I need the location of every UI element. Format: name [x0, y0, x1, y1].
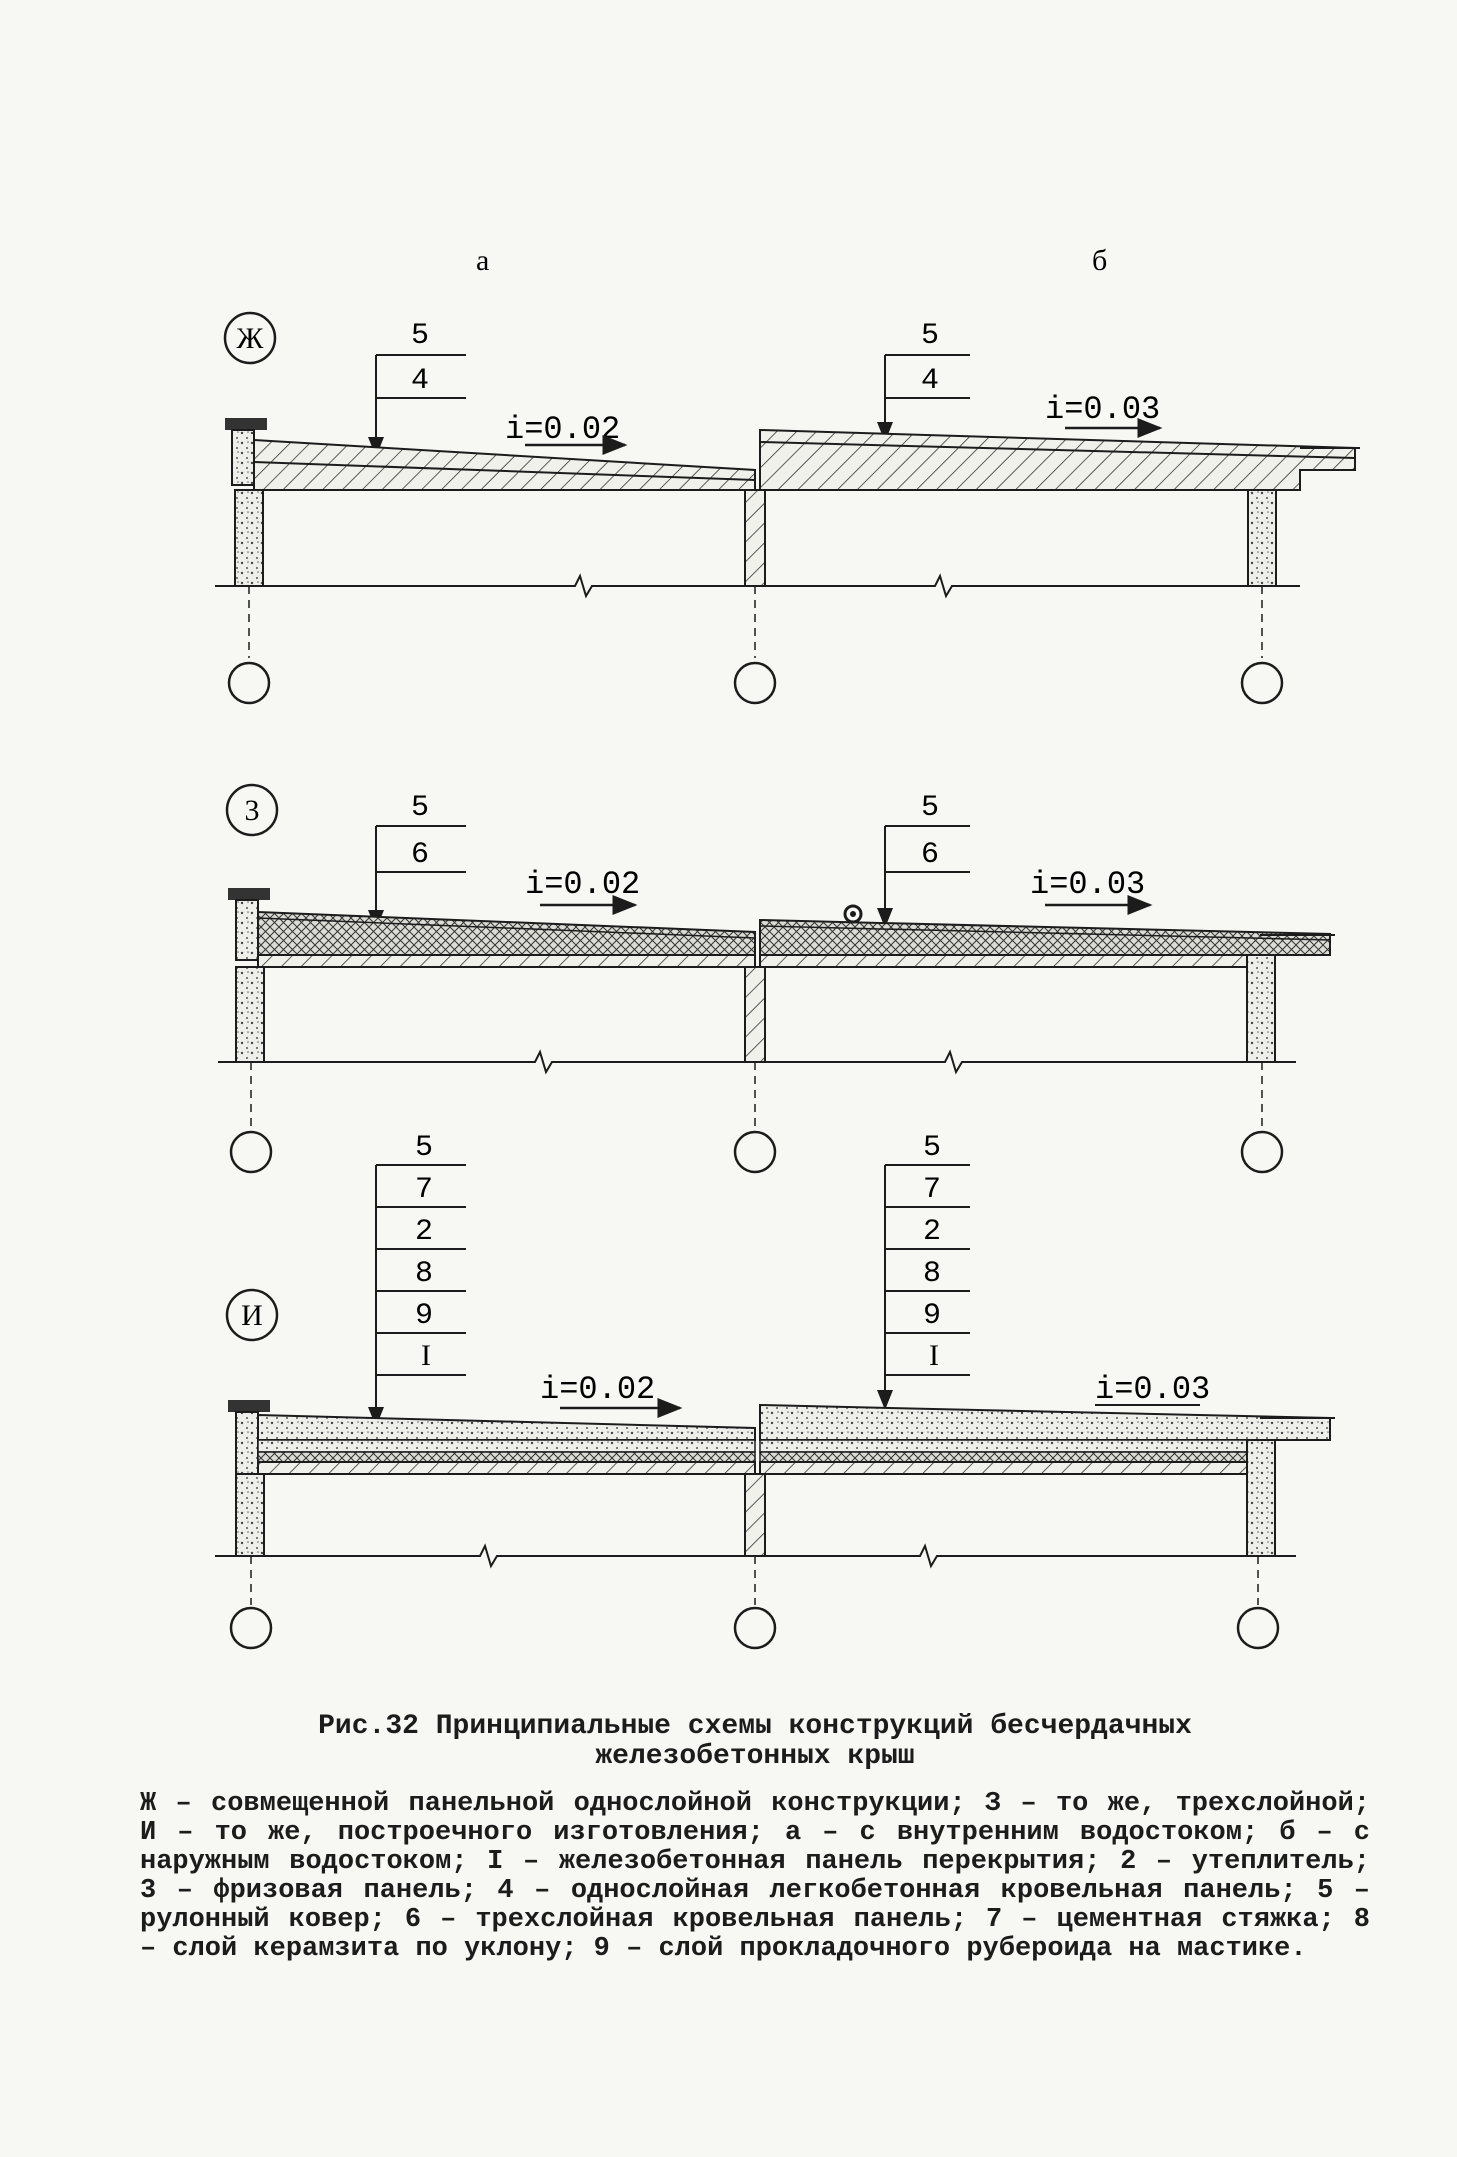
- diagram-label: 3: [244, 794, 260, 827]
- layer-callout: 4: [920, 364, 940, 398]
- layer-callout: I: [421, 1339, 431, 1372]
- diagram-label: Ж: [236, 322, 264, 355]
- caption-legend: Ж – совмещенной панельной однослойной конструкции; З – то же, трехслойной; И – то же, построечного изготовления; а – с внутренним водостоком; б – с наружным водостоком; I – железобетонная панель перекрытия; 2 – утеплитель; 3 – фризовая панель; 4 – однослойная легкобетонная кровельная панель; 5 – рулонный ковер; 6 – трехслойная кровельная панель; 7 – цементная стяжка; 8 – слой керамзита по уклону; 9 – слой прокладочного рубероида на мастике.: [140, 1789, 1370, 1964]
- layer-callout: 8: [922, 1257, 942, 1291]
- figure-caption: [140, 1712, 1370, 1964]
- layer-callout: 7: [414, 1173, 434, 1207]
- diagram-zh: [215, 313, 1360, 703]
- layer-callout: I: [929, 1339, 939, 1372]
- axis-marker: [231, 1608, 271, 1648]
- layer-callout: 8: [414, 1257, 434, 1291]
- slope-label: i=0.02: [525, 866, 641, 903]
- layer-callout: 9: [922, 1299, 942, 1333]
- layer-callout: 6: [410, 838, 430, 872]
- caption-title: [140, 1712, 1370, 1772]
- diagram-z: [218, 785, 1335, 1172]
- column-label-a: а: [476, 244, 490, 277]
- layer-callout: 5: [414, 1131, 434, 1165]
- layer-callout: 5: [922, 1131, 942, 1165]
- slope-label: i=0.03: [1095, 1371, 1211, 1408]
- slope-label: i=0.02: [505, 411, 621, 448]
- layer-callout: 9: [414, 1299, 434, 1333]
- layer-callout: 6: [920, 838, 940, 872]
- axis-marker: [1242, 663, 1282, 703]
- layer-callout: 5: [920, 791, 940, 825]
- axis-marker: [1238, 1608, 1278, 1648]
- axis-marker: [1242, 1132, 1282, 1172]
- diagram-i: [215, 1131, 1335, 1648]
- diagram-label: И: [241, 1299, 263, 1332]
- layer-callout: 2: [922, 1215, 942, 1249]
- axis-marker: [229, 663, 269, 703]
- layer-callout: 4: [410, 364, 430, 398]
- layer-callout: 5: [920, 319, 940, 353]
- slope-label: i=0.03: [1030, 866, 1146, 903]
- layer-callout: 7: [922, 1173, 942, 1207]
- layer-callout: 5: [410, 319, 430, 353]
- column-label-b: б: [1092, 244, 1108, 277]
- layer-callout: 2: [414, 1215, 434, 1249]
- axis-marker: [735, 663, 775, 703]
- caption-title-line2: железобетонных крыш: [595, 1741, 915, 1772]
- axis-marker: [735, 1132, 775, 1172]
- slope-label: i=0.02: [540, 1371, 656, 1408]
- axis-marker: [735, 1608, 775, 1648]
- slope-label: i=0.03: [1045, 391, 1161, 428]
- caption-title-line1: Рис.32 Принципиальные схемы конструкций бесчердачных: [318, 1711, 1192, 1742]
- axis-marker: [231, 1132, 271, 1172]
- layer-callout: 5: [410, 791, 430, 825]
